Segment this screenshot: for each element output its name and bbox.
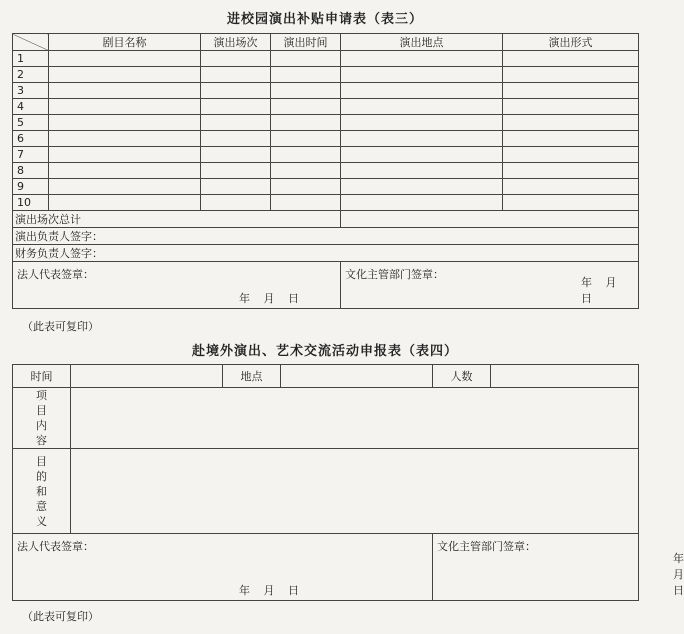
legal-rep-seal-area xyxy=(13,262,341,309)
purpose-label: 目的和意义 xyxy=(36,454,47,528)
row-number: 1 xyxy=(13,51,49,67)
header-performance-count: 演出场次 xyxy=(201,34,271,51)
date-label: 年 月 日 xyxy=(239,584,299,597)
row-number: 4 xyxy=(13,99,49,115)
legal-rep-seal-area xyxy=(13,534,433,601)
row-number: 8 xyxy=(13,163,49,179)
finance-signature-field: 财务负责人签字： xyxy=(13,245,639,262)
date-label: 年 月 日 xyxy=(673,552,684,597)
total-performances-label: 演出场次总计 xyxy=(13,211,341,228)
date-label: 年 月 日 xyxy=(239,292,299,305)
table-row xyxy=(13,131,639,147)
culture-dept-seal-label: 文化主管部门签章： xyxy=(345,268,444,281)
table4-title: 赴境外演出、艺术交流活动申报表（表四） xyxy=(191,344,458,359)
people-label: 人数 xyxy=(433,365,491,388)
project-content-label: 项目内容 xyxy=(36,389,47,447)
header-program-name: 剧目名称 xyxy=(49,34,201,51)
culture-dept-seal-area xyxy=(433,534,684,601)
table3-title: 进校园演出补贴申请表（表三） xyxy=(226,12,423,27)
row-number: 5 xyxy=(13,115,49,131)
row-number: 7 xyxy=(13,147,49,163)
row-number: 9 xyxy=(13,179,49,195)
table-row xyxy=(13,179,639,195)
overseas-activity-table xyxy=(12,364,684,601)
table-row xyxy=(13,67,639,83)
copy-note: （此表可复印） xyxy=(22,610,99,623)
copy-note: （此表可复印） xyxy=(22,320,99,333)
performance-subsidy-table xyxy=(12,33,639,309)
performer-signature-field: 演出负责人签字： xyxy=(13,228,639,245)
table-row xyxy=(13,115,639,131)
header-performance-time: 演出时间 xyxy=(271,34,341,51)
table-row xyxy=(13,51,639,67)
legal-rep-seal-label: 法人代表签章： xyxy=(17,540,94,553)
table-row xyxy=(13,163,639,179)
row-number: 3 xyxy=(13,83,49,99)
table-row xyxy=(13,83,639,99)
table-row xyxy=(13,99,639,115)
header-performance-venue: 演出地点 xyxy=(341,34,503,51)
culture-dept-seal-area xyxy=(341,262,639,309)
legal-rep-seal-label: 法人代表签章： xyxy=(17,268,94,281)
time-label: 时间 xyxy=(13,365,71,388)
header-performance-form: 演出形式 xyxy=(503,34,639,51)
culture-dept-seal-label: 文化主管部门签章： xyxy=(437,540,536,553)
project-content-label-cell xyxy=(13,388,71,449)
row-number: 10 xyxy=(13,195,49,211)
purpose-label-cell xyxy=(13,449,71,534)
table-row xyxy=(13,195,639,211)
row-number: 2 xyxy=(13,67,49,83)
date-label: 年 月 日 xyxy=(581,276,617,305)
diagonal-corner-cell xyxy=(13,34,49,51)
row-number: 6 xyxy=(13,131,49,147)
place-label: 地点 xyxy=(223,365,281,388)
table-row xyxy=(13,147,639,163)
